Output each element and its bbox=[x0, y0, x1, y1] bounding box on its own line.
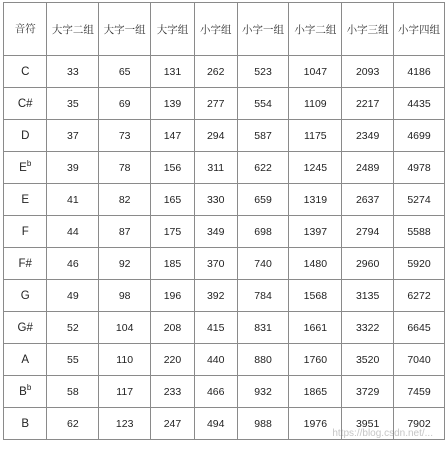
frequency-cell: 5588 bbox=[394, 216, 445, 248]
frequency-cell: 349 bbox=[194, 216, 237, 248]
frequency-cell: 2093 bbox=[342, 56, 394, 88]
frequency-cell: 415 bbox=[194, 312, 237, 344]
frequency-cell: 147 bbox=[151, 120, 195, 152]
frequency-cell: 4978 bbox=[394, 152, 445, 184]
frequency-cell: 69 bbox=[99, 88, 151, 120]
frequency-cell: 988 bbox=[237, 408, 289, 440]
frequency-cell: 55 bbox=[47, 344, 99, 376]
note-name: E bbox=[21, 193, 30, 206]
frequency-cell: 35 bbox=[47, 88, 99, 120]
frequency-cell: 139 bbox=[151, 88, 195, 120]
frequency-cell: 220 bbox=[151, 344, 195, 376]
table-row bbox=[4, 152, 445, 184]
frequency-cell: 104 bbox=[99, 312, 151, 344]
note-name: C bbox=[21, 65, 30, 78]
column-header: 小字二组 bbox=[289, 3, 342, 56]
frequency-cell: 1568 bbox=[289, 280, 342, 312]
table-row bbox=[4, 344, 445, 376]
note-name-cell bbox=[4, 56, 47, 88]
note-name: B bbox=[21, 417, 30, 430]
frequency-cell: 3135 bbox=[342, 280, 394, 312]
note-name: G bbox=[20, 289, 30, 302]
flat-accidental: b bbox=[26, 382, 32, 392]
frequency-cell: 1976 bbox=[289, 408, 342, 440]
frequency-cell: 2489 bbox=[342, 152, 394, 184]
column-header: 大字一组 bbox=[99, 3, 151, 56]
note-name: A bbox=[21, 353, 30, 366]
note-name: G# bbox=[17, 321, 33, 334]
frequency-cell: 3520 bbox=[342, 344, 394, 376]
frequency-cell: 247 bbox=[151, 408, 195, 440]
frequency-cell: 659 bbox=[237, 184, 289, 216]
frequency-cell: 2349 bbox=[342, 120, 394, 152]
frequency-cell: 1865 bbox=[289, 376, 342, 408]
frequency-cell: 233 bbox=[151, 376, 195, 408]
frequency-cell: 622 bbox=[237, 152, 289, 184]
table-row bbox=[4, 56, 445, 88]
frequency-cell: 41 bbox=[47, 184, 99, 216]
frequency-table-container bbox=[3, 2, 445, 440]
frequency-cell: 3322 bbox=[342, 312, 394, 344]
frequency-cell: 494 bbox=[194, 408, 237, 440]
frequency-cell: 587 bbox=[237, 120, 289, 152]
flat-accidental: b bbox=[26, 158, 32, 168]
frequency-cell: 1047 bbox=[289, 56, 342, 88]
frequency-cell: 117 bbox=[99, 376, 151, 408]
frequency-cell: 440 bbox=[194, 344, 237, 376]
frequency-cell: 4435 bbox=[394, 88, 445, 120]
frequency-cell: 196 bbox=[151, 280, 195, 312]
frequency-cell: 6645 bbox=[394, 312, 445, 344]
table-row bbox=[4, 312, 445, 344]
frequency-cell: 7459 bbox=[394, 376, 445, 408]
frequency-cell: 466 bbox=[194, 376, 237, 408]
note-name: E bbox=[19, 161, 27, 174]
frequency-cell: 2217 bbox=[342, 88, 394, 120]
frequency-cell: 44 bbox=[47, 216, 99, 248]
note-name: B bbox=[19, 385, 27, 398]
column-header: 小字组 bbox=[194, 3, 237, 56]
frequency-cell: 175 bbox=[151, 216, 195, 248]
frequency-cell: 698 bbox=[237, 216, 289, 248]
table-row bbox=[4, 408, 445, 440]
note-name: D bbox=[21, 129, 30, 142]
frequency-cell: 123 bbox=[99, 408, 151, 440]
frequency-cell: 784 bbox=[237, 280, 289, 312]
table-body bbox=[4, 56, 445, 440]
note-name-cell bbox=[4, 152, 47, 184]
frequency-cell: 262 bbox=[194, 56, 237, 88]
frequency-cell: 39 bbox=[47, 152, 99, 184]
frequency-cell: 185 bbox=[151, 248, 195, 280]
note-name: F bbox=[21, 225, 29, 238]
frequency-cell: 131 bbox=[151, 56, 195, 88]
frequency-cell: 87 bbox=[99, 216, 151, 248]
frequency-cell: 330 bbox=[194, 184, 237, 216]
frequency-cell: 156 bbox=[151, 152, 195, 184]
frequency-cell: 73 bbox=[99, 120, 151, 152]
frequency-cell: 92 bbox=[99, 248, 151, 280]
frequency-cell: 740 bbox=[237, 248, 289, 280]
header-note-label-text: 音符 bbox=[14, 22, 36, 35]
column-header: 小字一组 bbox=[237, 3, 289, 56]
note-name-cell bbox=[4, 376, 47, 408]
note-name-cell bbox=[4, 312, 47, 344]
frequency-cell: 1480 bbox=[289, 248, 342, 280]
frequency-cell: 1661 bbox=[289, 312, 342, 344]
frequency-cell: 523 bbox=[237, 56, 289, 88]
frequency-cell: 82 bbox=[99, 184, 151, 216]
note-name-cell bbox=[4, 120, 47, 152]
frequency-cell: 311 bbox=[194, 152, 237, 184]
table-row bbox=[4, 280, 445, 312]
frequency-cell: 1397 bbox=[289, 216, 342, 248]
table-header-row bbox=[4, 3, 445, 56]
frequency-cell: 33 bbox=[47, 56, 99, 88]
table-row bbox=[4, 120, 445, 152]
note-name-cell bbox=[4, 408, 47, 440]
frequency-cell: 110 bbox=[99, 344, 151, 376]
frequency-cell: 392 bbox=[194, 280, 237, 312]
frequency-cell: 4186 bbox=[394, 56, 445, 88]
note-name-cell bbox=[4, 88, 47, 120]
note-name-cell bbox=[4, 216, 47, 248]
frequency-cell: 65 bbox=[99, 56, 151, 88]
frequency-cell: 52 bbox=[47, 312, 99, 344]
table-row bbox=[4, 216, 445, 248]
frequency-cell: 1760 bbox=[289, 344, 342, 376]
frequency-cell: 5920 bbox=[394, 248, 445, 280]
note-name: F# bbox=[18, 257, 32, 270]
frequency-cell: 7040 bbox=[394, 344, 445, 376]
frequency-cell: 3729 bbox=[342, 376, 394, 408]
note-name-cell bbox=[4, 184, 47, 216]
frequency-cell: 932 bbox=[237, 376, 289, 408]
header-note-label bbox=[4, 3, 47, 56]
frequency-cell: 5274 bbox=[394, 184, 445, 216]
frequency-cell: 208 bbox=[151, 312, 195, 344]
frequency-cell: 2960 bbox=[342, 248, 394, 280]
table-row bbox=[4, 248, 445, 280]
note-name: C# bbox=[17, 97, 33, 110]
frequency-cell: 880 bbox=[237, 344, 289, 376]
frequency-cell: 294 bbox=[194, 120, 237, 152]
frequency-cell: 3951 bbox=[342, 408, 394, 440]
note-name-cell bbox=[4, 248, 47, 280]
column-header: 大字二组 bbox=[47, 3, 99, 56]
frequency-cell: 165 bbox=[151, 184, 195, 216]
frequency-cell: 78 bbox=[99, 152, 151, 184]
note-frequency-table bbox=[3, 2, 445, 440]
frequency-cell: 2637 bbox=[342, 184, 394, 216]
frequency-cell: 4699 bbox=[394, 120, 445, 152]
column-header: 大字组 bbox=[151, 3, 195, 56]
note-name-cell bbox=[4, 280, 47, 312]
column-header: 小字四组 bbox=[394, 3, 445, 56]
frequency-cell: 7902 bbox=[394, 408, 445, 440]
frequency-cell: 2794 bbox=[342, 216, 394, 248]
note-name-cell bbox=[4, 344, 47, 376]
frequency-cell: 6272 bbox=[394, 280, 445, 312]
table-row bbox=[4, 376, 445, 408]
frequency-cell: 1319 bbox=[289, 184, 342, 216]
frequency-cell: 1245 bbox=[289, 152, 342, 184]
frequency-cell: 1109 bbox=[289, 88, 342, 120]
frequency-cell: 58 bbox=[47, 376, 99, 408]
frequency-cell: 46 bbox=[47, 248, 99, 280]
frequency-cell: 49 bbox=[47, 280, 99, 312]
frequency-cell: 37 bbox=[47, 120, 99, 152]
frequency-cell: 98 bbox=[99, 280, 151, 312]
frequency-cell: 831 bbox=[237, 312, 289, 344]
frequency-cell: 1175 bbox=[289, 120, 342, 152]
frequency-cell: 277 bbox=[194, 88, 237, 120]
table-row bbox=[4, 88, 445, 120]
watermark: https://blog.csdn.net/... bbox=[332, 428, 433, 439]
table-row bbox=[4, 184, 445, 216]
frequency-cell: 370 bbox=[194, 248, 237, 280]
frequency-cell: 554 bbox=[237, 88, 289, 120]
frequency-cell: 62 bbox=[47, 408, 99, 440]
column-header: 小字三组 bbox=[342, 3, 394, 56]
